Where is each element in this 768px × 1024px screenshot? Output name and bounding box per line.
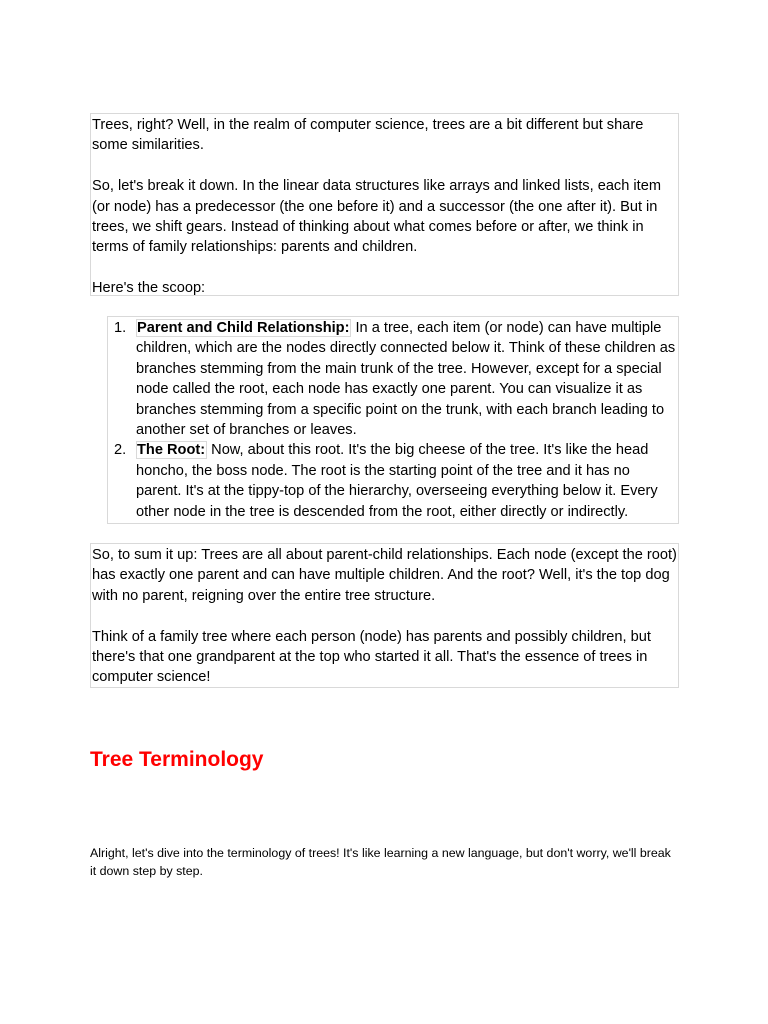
summary-paragraph: So, to sum it up: Trees are all about parent-child relationships. Each node (except the root) has exactly one parent and can have multiple children. And the root? Well, it's the top dog with no parent, reigning over the entire tree structure. xyxy=(92,547,677,604)
list-item-number: 1. xyxy=(114,320,127,336)
intro-paragraph: Here's the scoop: xyxy=(92,280,206,297)
list-item-text: Now, about this root. It's the big cheese of the tree. It's like the head honcho, the boss node. The root is the starting point of the tree and it has no parent. It's at the tippy-top of the hierarchy, overseeing everything below it. Every other node in the tree is descended from the root, either directly or indirectly. xyxy=(136,442,658,520)
list-item-number: 2. xyxy=(114,442,127,459)
summary-text-box xyxy=(90,543,679,688)
list-item-term: The Root: xyxy=(137,442,206,459)
numbered-list xyxy=(108,318,678,522)
numbered-list-box xyxy=(107,316,679,524)
intro-paragraph: So, let's break it down. In the linear data structures like arrays and linked lists, each item (or node) has a predecessor (the one before it) and a successor (the one after it). But in trees, we shift gears. Instead of thinking about what comes before or after, we think in terms of family relationships: parents and children. xyxy=(92,178,661,256)
list-item xyxy=(114,318,678,440)
section-heading: Tree Terminology xyxy=(90,748,264,771)
list-item xyxy=(114,440,678,522)
summary-paragraph: Think of a family tree where each person (node) has parents and possibly children, but there's that one grandparent at the top who started it all. That's the essence of trees in computer science! xyxy=(92,628,651,686)
section-intro-paragraph: Alright, let's dive into the terminology of trees! It's like learning a new language, but don't worry, we'll break it down step by step. xyxy=(90,846,671,878)
intro-paragraph: Trees, right? Well, in the realm of computer science, trees are a bit different but share some similarities. xyxy=(92,117,644,154)
intro-text-box xyxy=(90,113,679,296)
list-item-text: In a tree, each item (or node) can have multiple children, which are the nodes directly connected below it. Think of these children as branches stemming from the main trunk of the tree. However, except for a special node called the root, each node has exactly one parent. You can visualize it as branches stemming from a specific point on the trunk, with each branch leading to another set of branches or leaves. xyxy=(136,320,676,439)
list-item-term: Parent and Child Relationship: xyxy=(137,320,350,336)
